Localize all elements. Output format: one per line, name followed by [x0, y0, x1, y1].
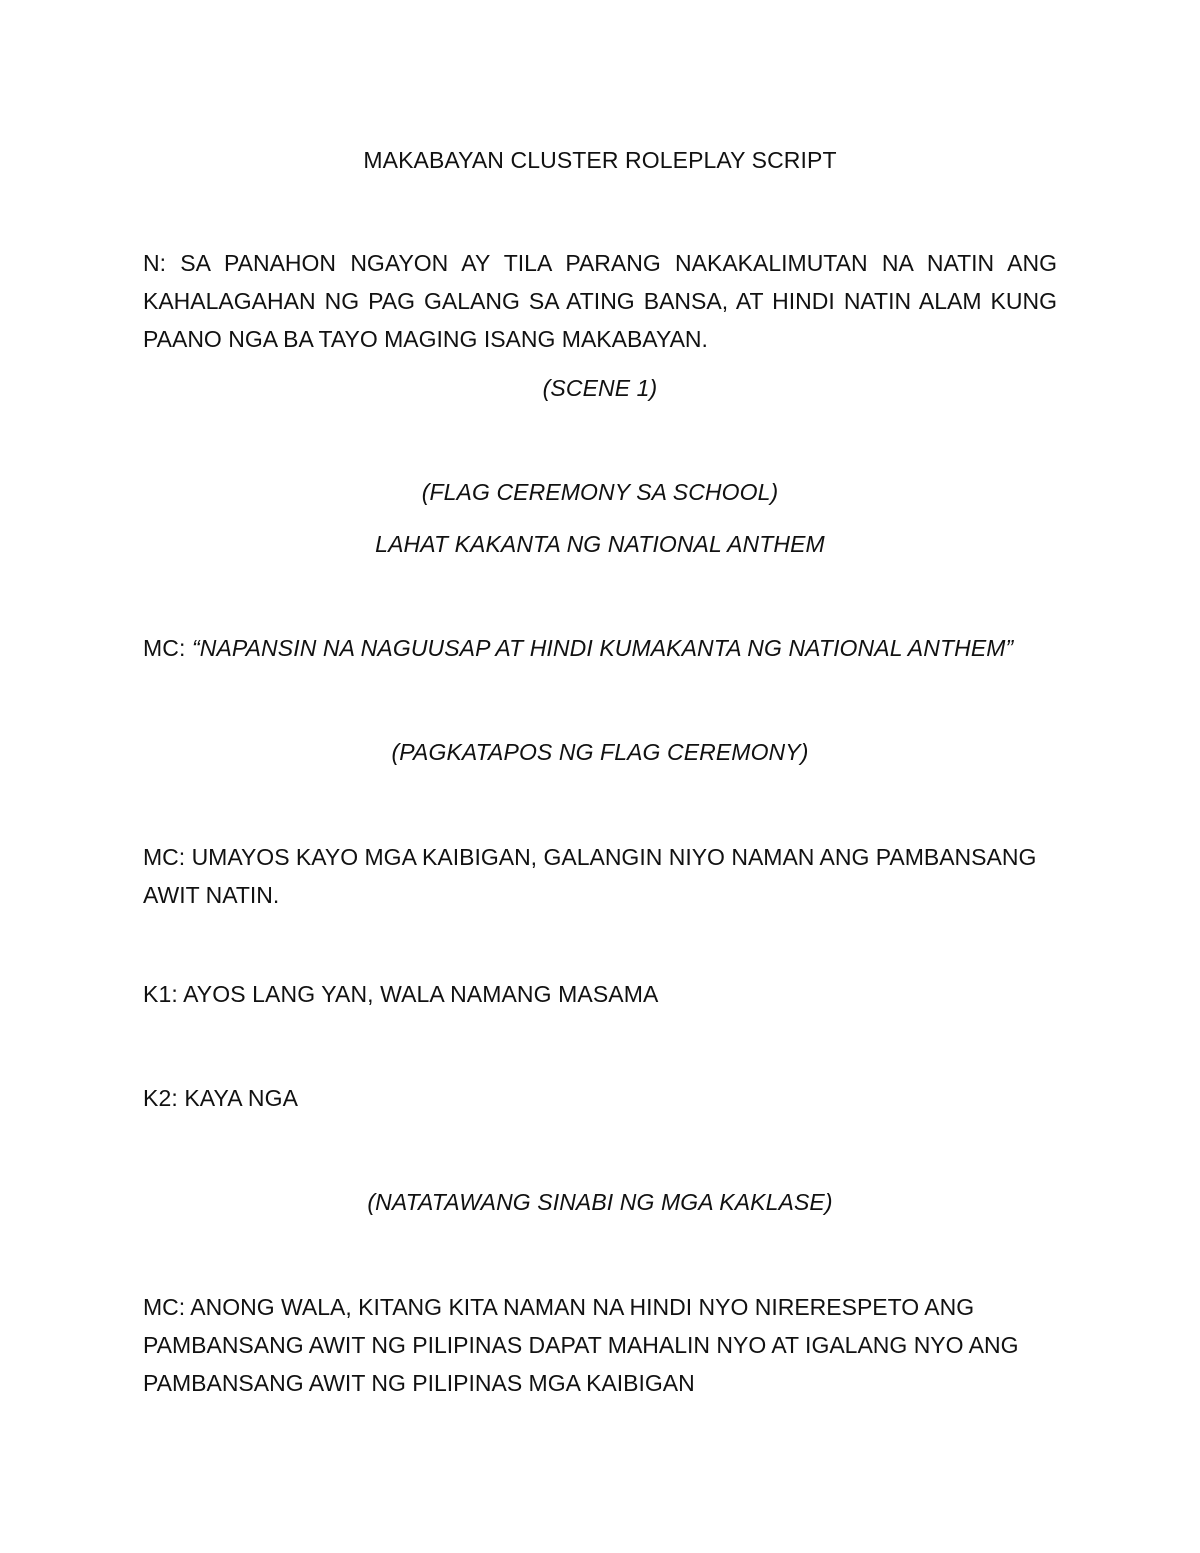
stage-direction-all-sing: LAHAT KAKANTA NG NATIONAL ANTHEM — [375, 531, 825, 557]
narrator-paragraph — [143, 244, 1057, 358]
mc-line-3-speaker: MC: — [143, 1294, 186, 1320]
narrator-speaker: N: — [143, 250, 166, 276]
mc-line-2-text: UMAYOS KAYO MGA KAIBIGAN, GALANGIN NIYO NAMAN ANG PAMBANSANG AWIT NATIN. — [143, 844, 1037, 908]
stage-direction-flag-ceremony: (FLAG CEREMONY SA SCHOOL) — [421, 479, 779, 505]
mc-line-1-text: “NAPANSIN NA NAGUUSAP AT HINDI KUMAKANTA NG NATIONAL ANTHEM” — [191, 635, 1014, 661]
scene-label: (SCENE 1) — [542, 375, 658, 401]
mc-line-3 — [143, 1288, 1057, 1402]
stage-direction-laughing: (NATATAWANG SINABI NG MGA KAKLASE) — [367, 1189, 833, 1215]
k2-line — [143, 1080, 1057, 1116]
mc-line-2-speaker: MC: — [143, 844, 186, 870]
mc-line-1 — [143, 630, 1057, 666]
k2-speaker: K2: — [143, 1085, 178, 1111]
mc-line-2 — [143, 838, 1057, 914]
mc-line-3-text: ANONG WALA, KITANG KITA NAMAN NA HINDI NYO NIRERESPETO ANG PAMBANSANG AWIT NG PILIPINAS DAPAT MAHALIN NYO AT IGALANG NYO ANG PAMBANSANG AWIT NG PILIPINAS MGA KAIBIGAN — [143, 1294, 1019, 1396]
k1-line — [143, 976, 1057, 1012]
stage-direction-after-ceremony: (PAGKATAPOS NG FLAG CEREMONY) — [391, 739, 809, 765]
k1-speaker: K1: — [143, 981, 178, 1007]
mc-line-1-speaker: MC: — [143, 635, 186, 661]
narrator-text: SA PANAHON NGAYON AY TILA PARANG NAKAKALIMUTAN NA NATIN ANG KAHALAGAHAN NG PAG GALANG SA ATING BANSA, AT HINDI NATIN ALAM KUNG PAANO NGA BA TAYO MAGING ISANG MAKABAYAN. — [143, 250, 1058, 352]
k2-text: KAYA NGA — [184, 1085, 299, 1111]
document-title: MAKABAYAN CLUSTER ROLEPLAY SCRIPT — [363, 147, 837, 173]
k1-text: AYOS LANG YAN, WALA NAMANG MASAMA — [183, 981, 659, 1007]
